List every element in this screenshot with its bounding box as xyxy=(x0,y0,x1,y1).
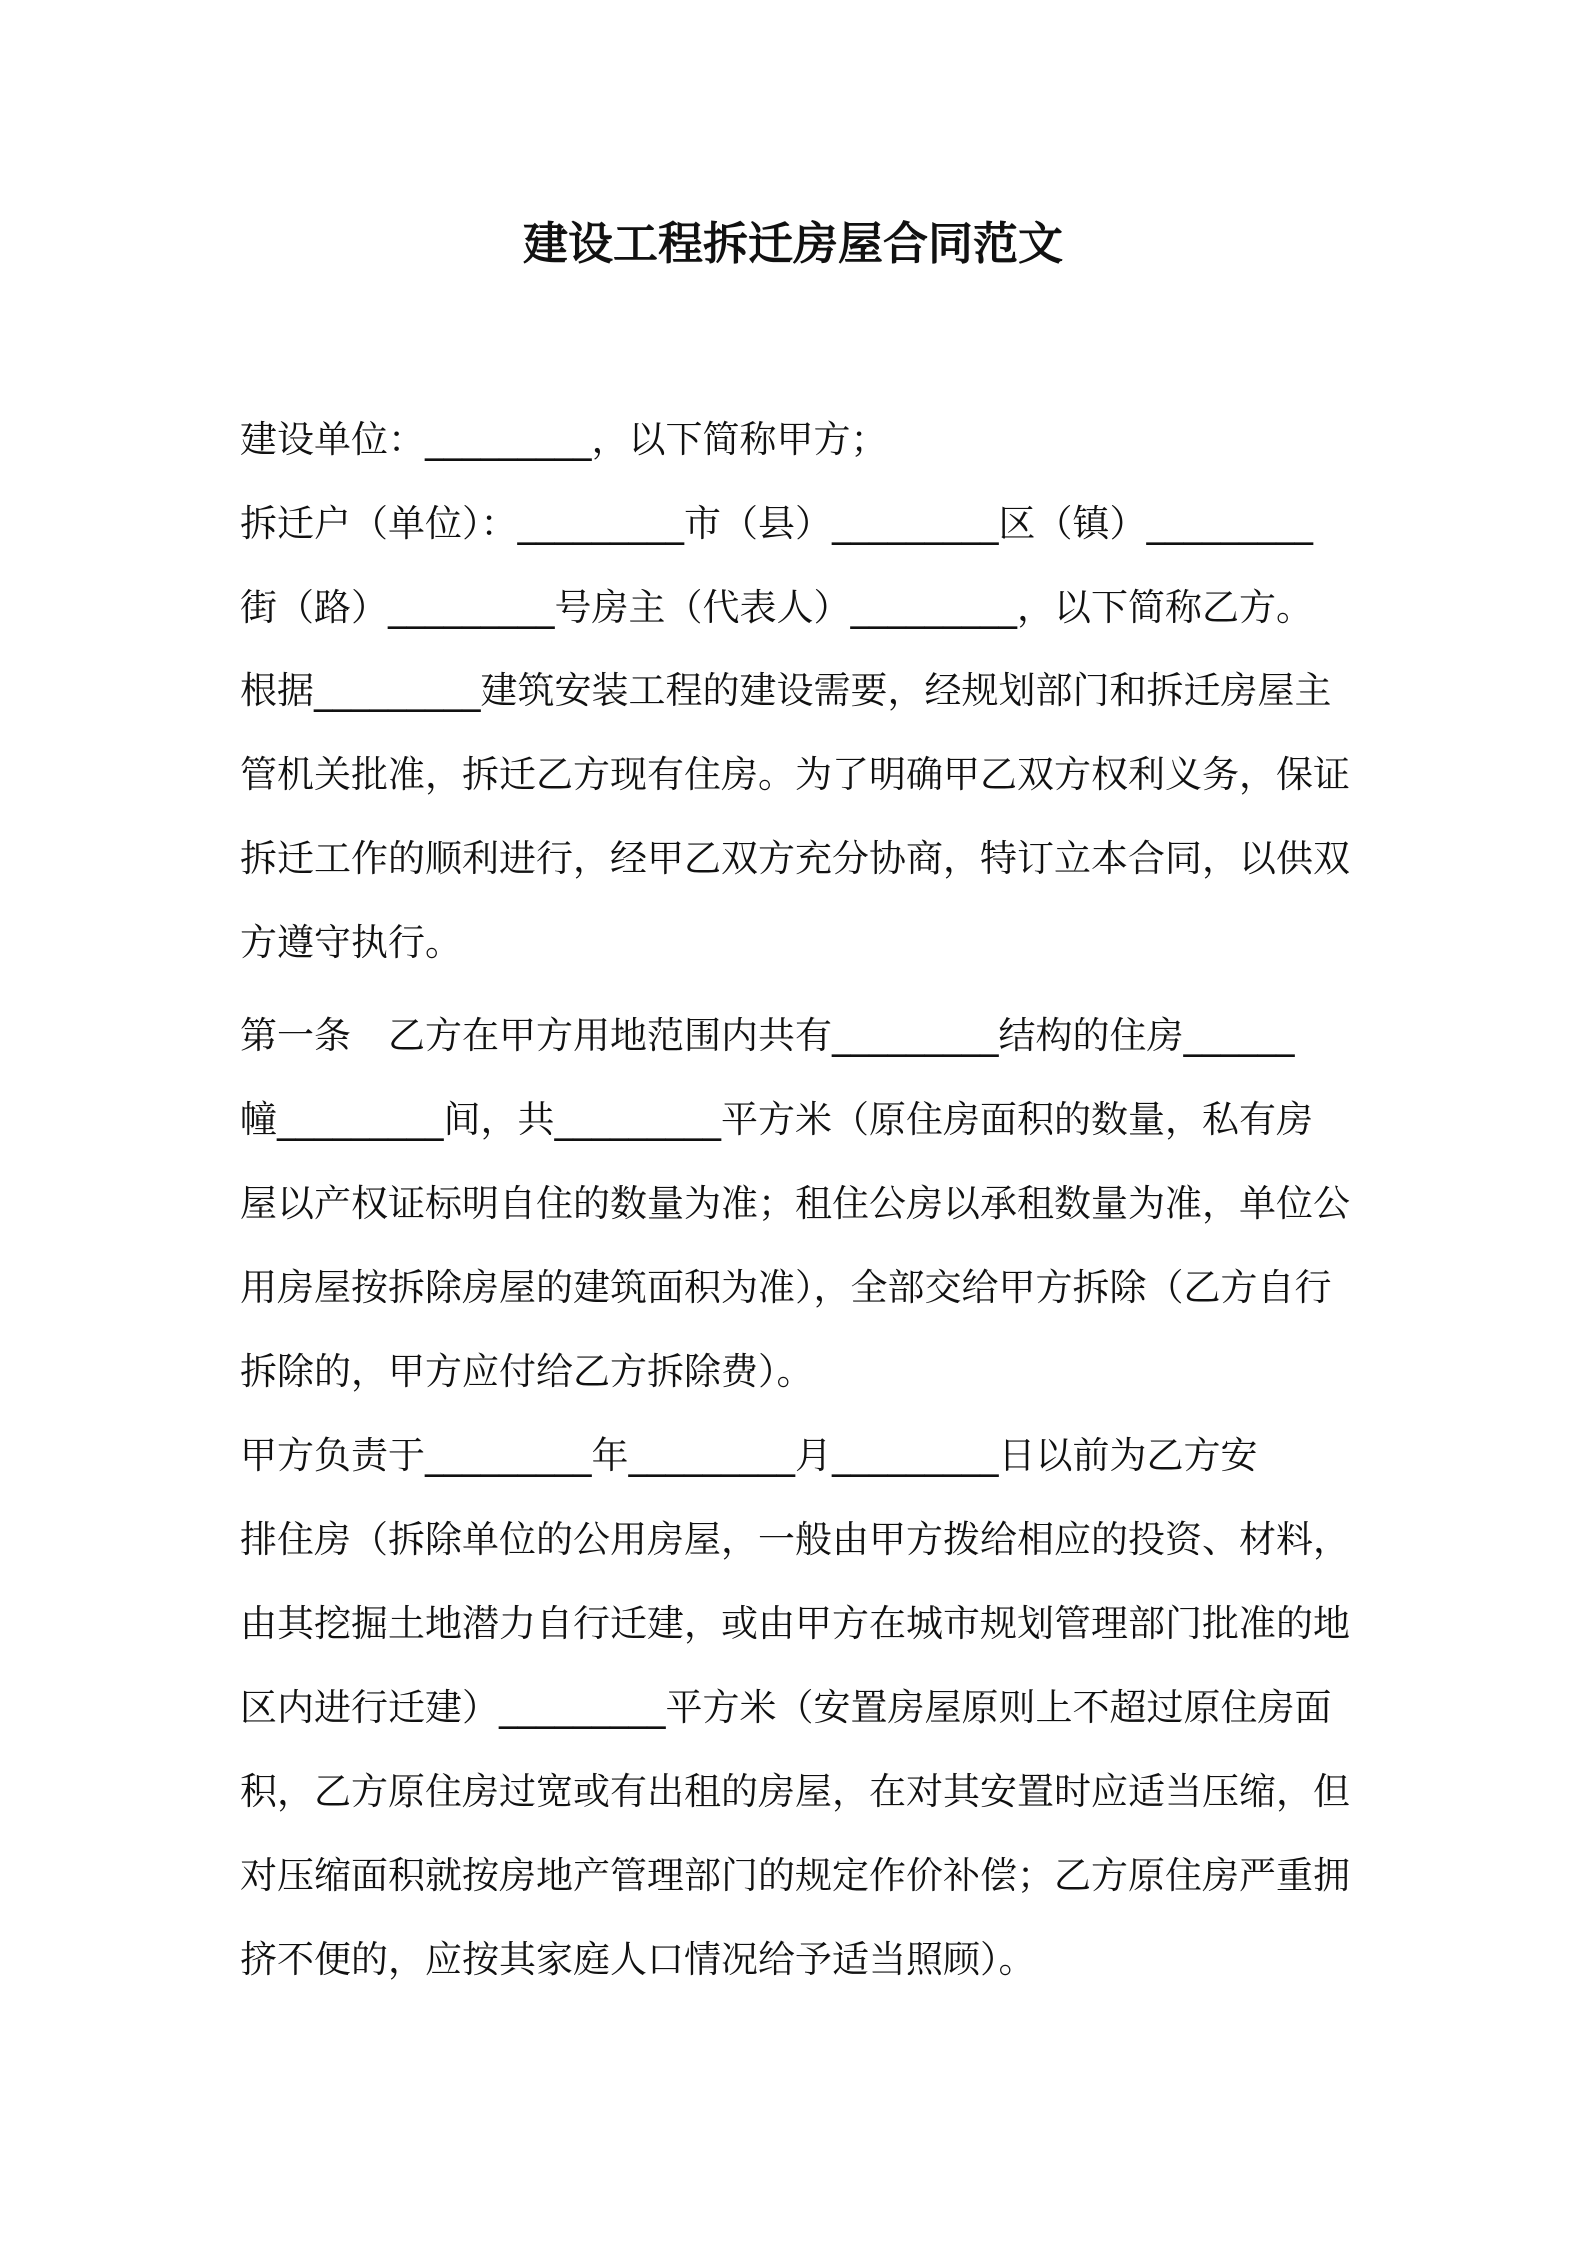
text-line-5: 管机关批准，拆迁乙方现有住房。为了明确甲乙双方权利义务，保证 xyxy=(240,753,1350,796)
text-line-16: 区内进行迁建）_________平方米（安置房屋原则上不超过原住房面 xyxy=(240,1686,1332,1729)
text-line-9: 幢_________间，共_________平方米（原住房面积的数量，私有房 xyxy=(240,1098,1313,1141)
text-line-4: 根据_________建筑安装工程的建设需要，经规划部门和拆迁房屋主 xyxy=(240,669,1332,712)
text-line-7: 方遵守执行。 xyxy=(240,921,462,964)
text-line-3: 街（路）_________号房主（代表人）_________，以下简称乙方。 xyxy=(240,586,1313,629)
text-line-10: 屋以产权证标明自住的数量为准；租住公房以承租数量为准，单位公 xyxy=(240,1182,1350,1225)
text-line-15: 由其挖掘土地潜力自行迁建，或由甲方在城市规划管理部门批准的地 xyxy=(240,1602,1350,1645)
text-line-6: 拆迁工作的顺利进行，经甲乙双方充分协商，特订立本合同，以供双 xyxy=(240,837,1350,880)
document-title: 建设工程拆迁房屋合同范文 xyxy=(522,217,1063,270)
text-line-12: 拆除的，甲方应付给乙方拆除费）。 xyxy=(240,1350,814,1393)
text-line-19: 挤不便的，应按其家庭人口情况给予适当照顾）。 xyxy=(240,1938,1036,1981)
text-line-11: 用房屋按拆除房屋的建筑面积为准），全部交给甲方拆除（乙方自行 xyxy=(240,1266,1332,1309)
text-line-13: 甲方负责于_________年_________月_________日以前为乙方安 xyxy=(240,1434,1258,1477)
text-line-17: 积，乙方原住房过宽或有出租的房屋，在对其安置时应适当压缩，但 xyxy=(240,1770,1350,1813)
text-line-8: 第一条 乙方在甲方用地范围内共有_________结构的住房______ xyxy=(240,1014,1295,1057)
text-line-2: 拆迁户（单位）：_________市（县）_________区（镇）_________ xyxy=(240,502,1313,545)
text-line-18: 对压缩面积就按房地产管理部门的规定作价补偿；乙方原住房严重拥 xyxy=(240,1854,1350,1897)
text-line-1: 建设单位：_________，以下简称甲方； xyxy=(240,418,888,461)
text-line-14: 排住房（拆除单位的公用房屋，一般由甲方拨给相应的投资、材料， xyxy=(240,1518,1350,1561)
